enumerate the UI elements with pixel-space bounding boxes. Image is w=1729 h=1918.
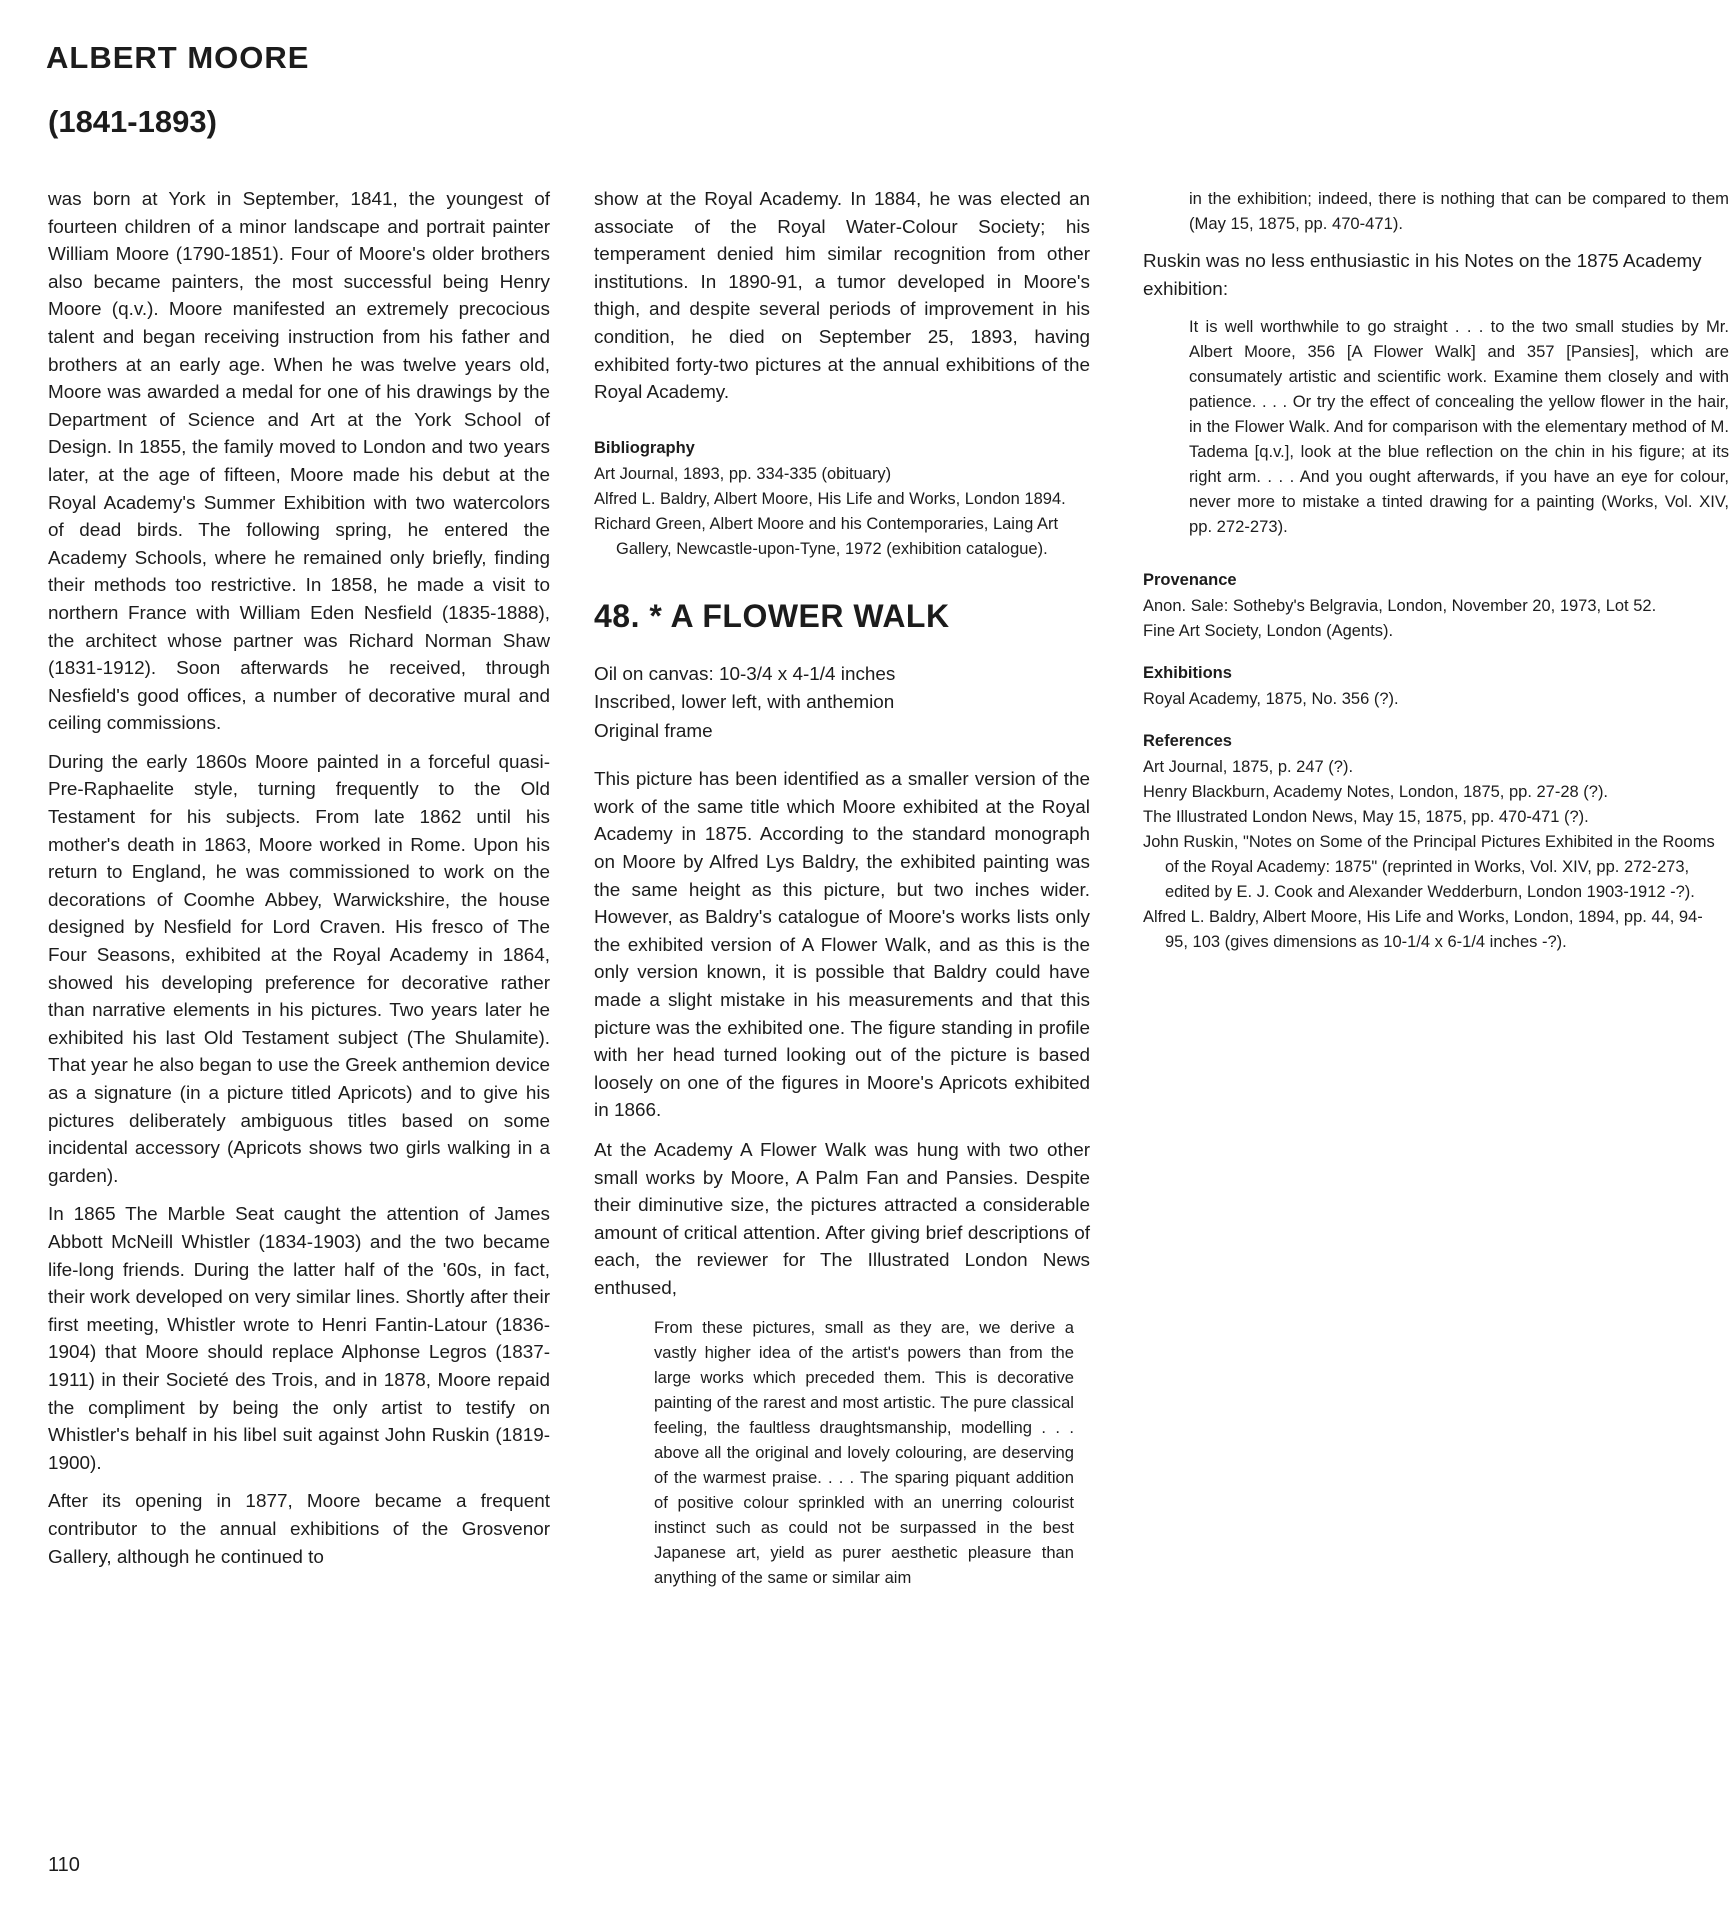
reference-entry: John Ruskin, "Notes on Some of the Principal Pictures Exhibited in the Rooms of the Royal Academy: 1875" (reprinted in Works, Vol. XIV, pp. 272-273, edited by E. J. Cook and Alexander Wedderburn, London 1903-1912 -?). bbox=[1143, 833, 1715, 902]
exhibition-entry: Royal Academy, 1875, No. 356 (?). bbox=[1143, 690, 1399, 709]
biography-paragraph: During the early 1860s Moore painted in a forceful quasi-Pre-Raphaelite style, turning frequently to the Old Testament for his subjects. From late 1862 until his mother's death in 1863, Moore worked in Rome. Upon his return to England, he was commissioned to work on the decorations of Coomhe Abbey, Warwickshire, the house designed by Nesfield for Lord Craven. His fresco of The Four Seasons, exhibited at the Royal Academy in 1864, showed his developing preference for decorative rather than narrative elements in his pictures. Two years later he exhibited his last Old Testament subject (The Shulamite). That year he also began to use the Greek anthemion device as a signature (in a picture titled Apricots) and to give his pictures deliberately ambiguous titles based on some incidental accessory (Apricots shows two girls walking in a garden). bbox=[48, 751, 550, 1187]
entry-paragraph: At the Academy A Flower Walk was hung with two other small works by Moore, A Palm Fan and Pansies. Despite their diminutive size, the pictures attracted a considerable amount of critical attention. After giving brief descriptions of each, the reviewer for The Illustrated London News enthused, bbox=[594, 1139, 1090, 1299]
provenance-heading: Provenance bbox=[1143, 571, 1237, 590]
references-heading: References bbox=[1143, 732, 1232, 751]
review-quote: From these pictures, small as they are, we derive a vastly higher idea of the artist's powers than from the large works which preceded them. This is decorative painting of the rarest and most artistic. The pure classical feeling, the faultless draughtsmanship, modelling . . . above all the original and lovely colouring, are deserving of the warmest praise. . . . The sparing piquant addition of positive colour sprinkled with an unerring colourist instinct such as could not be surpassed in the best Japanese art, yield as purer aesthetic pleasure than anything of the same or similar aim bbox=[654, 1317, 1074, 1587]
reference-entry: Art Journal, 1875, p. 247 (?). bbox=[1143, 758, 1354, 777]
ruskin-intro: Ruskin was no less enthusiastic in his Notes on the 1875 Academy exhibition: bbox=[1143, 251, 1702, 300]
artist-dates-heading: (1841-1893) bbox=[48, 104, 217, 139]
reference-entry: Henry Blackburn, Academy Notes, London, 1875, pp. 27-28 (?). bbox=[1143, 783, 1609, 802]
artwork-spec-line: Original frame bbox=[594, 720, 713, 742]
artist-name-heading: ALBERT MOORE bbox=[46, 40, 310, 75]
bibliography-entry: Richard Green, Albert Moore and his Contemporaries, Laing Art Gallery, Newcastle-upon-Tyne, 1972 (exhibition catalogue). bbox=[594, 514, 1059, 558]
artwork-spec-line: Inscribed, lower left, with anthemion bbox=[594, 692, 895, 714]
provenance-entry: Anon. Sale: Sotheby's Belgravia, London, November 20, 1973, Lot 52. bbox=[1143, 597, 1657, 616]
exhibitions-heading: Exhibitions bbox=[1143, 664, 1232, 683]
ruskin-quote: It is well worthwhile to go straight . . . to the two small studies by Mr. Albert Moore, 356 [A Flower Walk] and 357 [Pansies], which are consumately artistic and scientific work. Examine them closely and with patience. . . . Or try the effect of concealing the yellow flower in the hair, in the Flower Walk. And for comparison with the elementary method of M. Tadema [q.v.], look at the blue reflection on the chin in his figure; at its right arm. . . . And you ought afterwards, if you have an eye for colour, never more to mistake a tinted drawing for a painting (Works, Vol. XIV, pp. 272-273). bbox=[1189, 317, 1729, 537]
middle-column bbox=[594, 186, 1090, 1602]
bibliography-heading: Bibliography bbox=[594, 438, 695, 457]
provenance-entry: Fine Art Society, London (Agents). bbox=[1143, 622, 1394, 641]
biography-continuation: show at the Royal Academy. In 1884, he was elected an associate of the Royal Water-Colour Society; his temperament denied him similar recognition from other institutions. In 1890-91, a tumor developed in Moore's thigh, and despite several periods of improvement in his condition, he died on September 25, 1893, having exhibited forty-two pictures at the annual exhibitions of the Royal Academy. bbox=[594, 189, 1090, 404]
review-quote-continuation: in the exhibition; indeed, there is nothing that can be compared to them (May 15, 1875, pp. 470-471). bbox=[1189, 189, 1729, 233]
entry-paragraph: This picture has been identified as a smaller version of the work of the same title which Moore exhibited at the Royal Academy in 1875. According to the standard monograph on Moore by Alfred Lys Baldry, the exhibited painting was the same height as this picture, but two inches wider. However, as Baldry's catalogue of Moore's works lists only the exhibited version of A Flower Walk, and as this is the only version known, it is possible that Baldry could have made a slight mistake in his measurements and that this picture was the exhibited one. The figure standing in profile with her head turned looking out of the picture is based loosely on one of the figures in Moore's Apricots exhibited in 1866. bbox=[594, 769, 1090, 1122]
artwork-spec-line: Oil on canvas: 10-3/4 x 4-1/4 inches bbox=[594, 663, 896, 685]
biography-paragraph: In 1865 The Marble Seat caught the attention of James Abbott McNeill Whistler (1834-1903) and the two became life-long friends. During the latter half of the '60s, in fact, their work developed on very similar lines. Shortly after their first meeting, Whistler wrote to Henri Fantin-Latour (1836-1904) that Moore should replace Alphonse Legros (1837-1911) in their Societé des Trois, and in 1878, Moore repaid the compliment by being the only artist to testify on Whistler's behalf in his libel suit against John Ruskin (1819-1900). bbox=[48, 1204, 550, 1474]
reference-entry: The Illustrated London News, May 15, 1875, pp. 470-471 (?). bbox=[1143, 808, 1589, 827]
biography-paragraph: was born at York in September, 1841, the youngest of fourteen children of a minor landscape and portrait painter William Moore (1790-1851). Four of Moore's older brothers also became painters, the most successful being Henry Moore (q.v.). Moore manifested an extremely precocious talent and began receiving instruction from his father and brothers at an early age. When he was twelve years old, Moore was awarded a medal for one of his drawings by the Department of Science and Art at the York School of Design. In 1855, the family moved to London and two years later, at the age of fifteen, Moore made his debut at the Royal Academy's Summer Exhibition with two watercolors of dead birds. The following spring, he entered the Academy Schools, where he remained only briefly, finding their methods too restrictive. In 1858, he made a visit to northern France with William Eden Nesfield (1835-1888), the architect whose partner was Richard Norman Shaw (1831-1912). Soon afterwards he received, through Nesfield's good offices, a number of decorative mural and ceiling commissions. bbox=[48, 189, 550, 735]
artwork-specs bbox=[594, 661, 1090, 747]
bibliography-entry: Art Journal, 1893, pp. 334-335 (obituary) bbox=[594, 464, 892, 483]
right-column bbox=[1143, 186, 1729, 1306]
page-number: 110 bbox=[48, 1854, 80, 1876]
reference-entry: Alfred L. Baldry, Albert Moore, His Life and Works, London, 1894, pp. 44, 94-95, 103 (gives dimensions as 10-1/4 x 6-1/4 inches -?). bbox=[1143, 908, 1703, 952]
biography-paragraph: After its opening in 1877, Moore became a frequent contributor to the annual exhibitions of the Grosvenor Gallery, although he continued to bbox=[48, 1491, 550, 1568]
catalog-entry-title: 48. * A FLOWER WALK bbox=[594, 597, 950, 634]
bibliography-entry: Alfred L. Baldry, Albert Moore, His Life and Works, London 1894. bbox=[594, 489, 1066, 508]
biography-column bbox=[48, 186, 550, 1582]
